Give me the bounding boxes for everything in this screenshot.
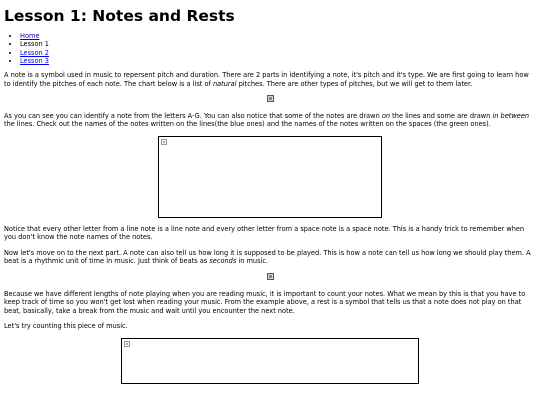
broken-image-icon [161, 139, 167, 145]
letters-text-2: the lines and some are drawn [390, 111, 493, 120]
broken-image-icon [124, 341, 130, 347]
tip-paragraph: Notice that every other letter from a line note is a line note and every other letter from a space note is a space note. This is a handy trick to remember when you don't know the note names of the notes. [4, 224, 525, 242]
lesson-nav [4, 32, 536, 65]
letters-text-1: As you can see you can identify a note from the letters A-G. You can also notice that some of the notes are drawn [4, 111, 382, 120]
duration-text-2: in music. [236, 257, 269, 266]
letters-text-3: the lines. Check out the names of the notes written on the lines(the blue ones) and the names of the notes written on the spaces (the green ones). [4, 120, 491, 129]
intro-text-2: pitches. There are other types of pitches, but we will get to them later. [236, 79, 473, 88]
staff-notes-image [158, 136, 382, 218]
pitch-chart-image [267, 95, 274, 102]
letters-paragraph [4, 112, 536, 129]
page-title: Lesson 1: Notes and Rests [4, 7, 235, 25]
try-counting-paragraph: Let's try counting this piece of music. [4, 322, 128, 331]
note-lengths-row [4, 273, 536, 283]
nav-item-home [20, 32, 536, 40]
nav-item-lesson-3 [20, 57, 536, 65]
duration-text-1: Now let's move on to the next part. A note can also tell us how long it is supposed to be played. This is how a note can tell us how long we should play them. A beat is a rhythmic unit of time in music. Just think of beats as [4, 248, 531, 266]
letters-emphasis-on: on [381, 111, 391, 120]
note-lengths-image [267, 273, 274, 280]
duration-paragraph [4, 249, 536, 266]
nav-link-lesson-3[interactable]: Lesson 3 [20, 56, 49, 65]
nav-link-lesson-2[interactable]: Lesson 2 [20, 48, 49, 57]
nav-item-lesson-1: • Lesson 1 [20, 40, 536, 48]
intro-paragraph [4, 71, 536, 88]
duration-emphasis: seconds [209, 257, 237, 266]
music-piece-image [121, 338, 419, 384]
nav-item-lesson-2 [20, 49, 536, 57]
intro-emphasis: natural [212, 79, 237, 88]
counting-paragraph: Because we have different lengths of note playing when you are reading music, it is important to count your notes. What we mean by this is that you have to keep track of time so you won't get lost when reading your music. From the example above, a rest is a symbol that tells us that a note does not play on that beat, basically, take a break from the music and wait until you encounter the next note. [4, 289, 526, 315]
nav-link-home[interactable]: Home [20, 32, 40, 41]
pitch-chart-row [4, 95, 536, 105]
intro-text-1: A note is a symbol used in music to repersent pitch and duration. There are 2 parts in identifying a note, it's pitch and it's type. We are first going to learn how to identify the pitches of each note. The chart below is a list of [4, 70, 529, 88]
letters-emphasis-between: in between [492, 111, 530, 120]
